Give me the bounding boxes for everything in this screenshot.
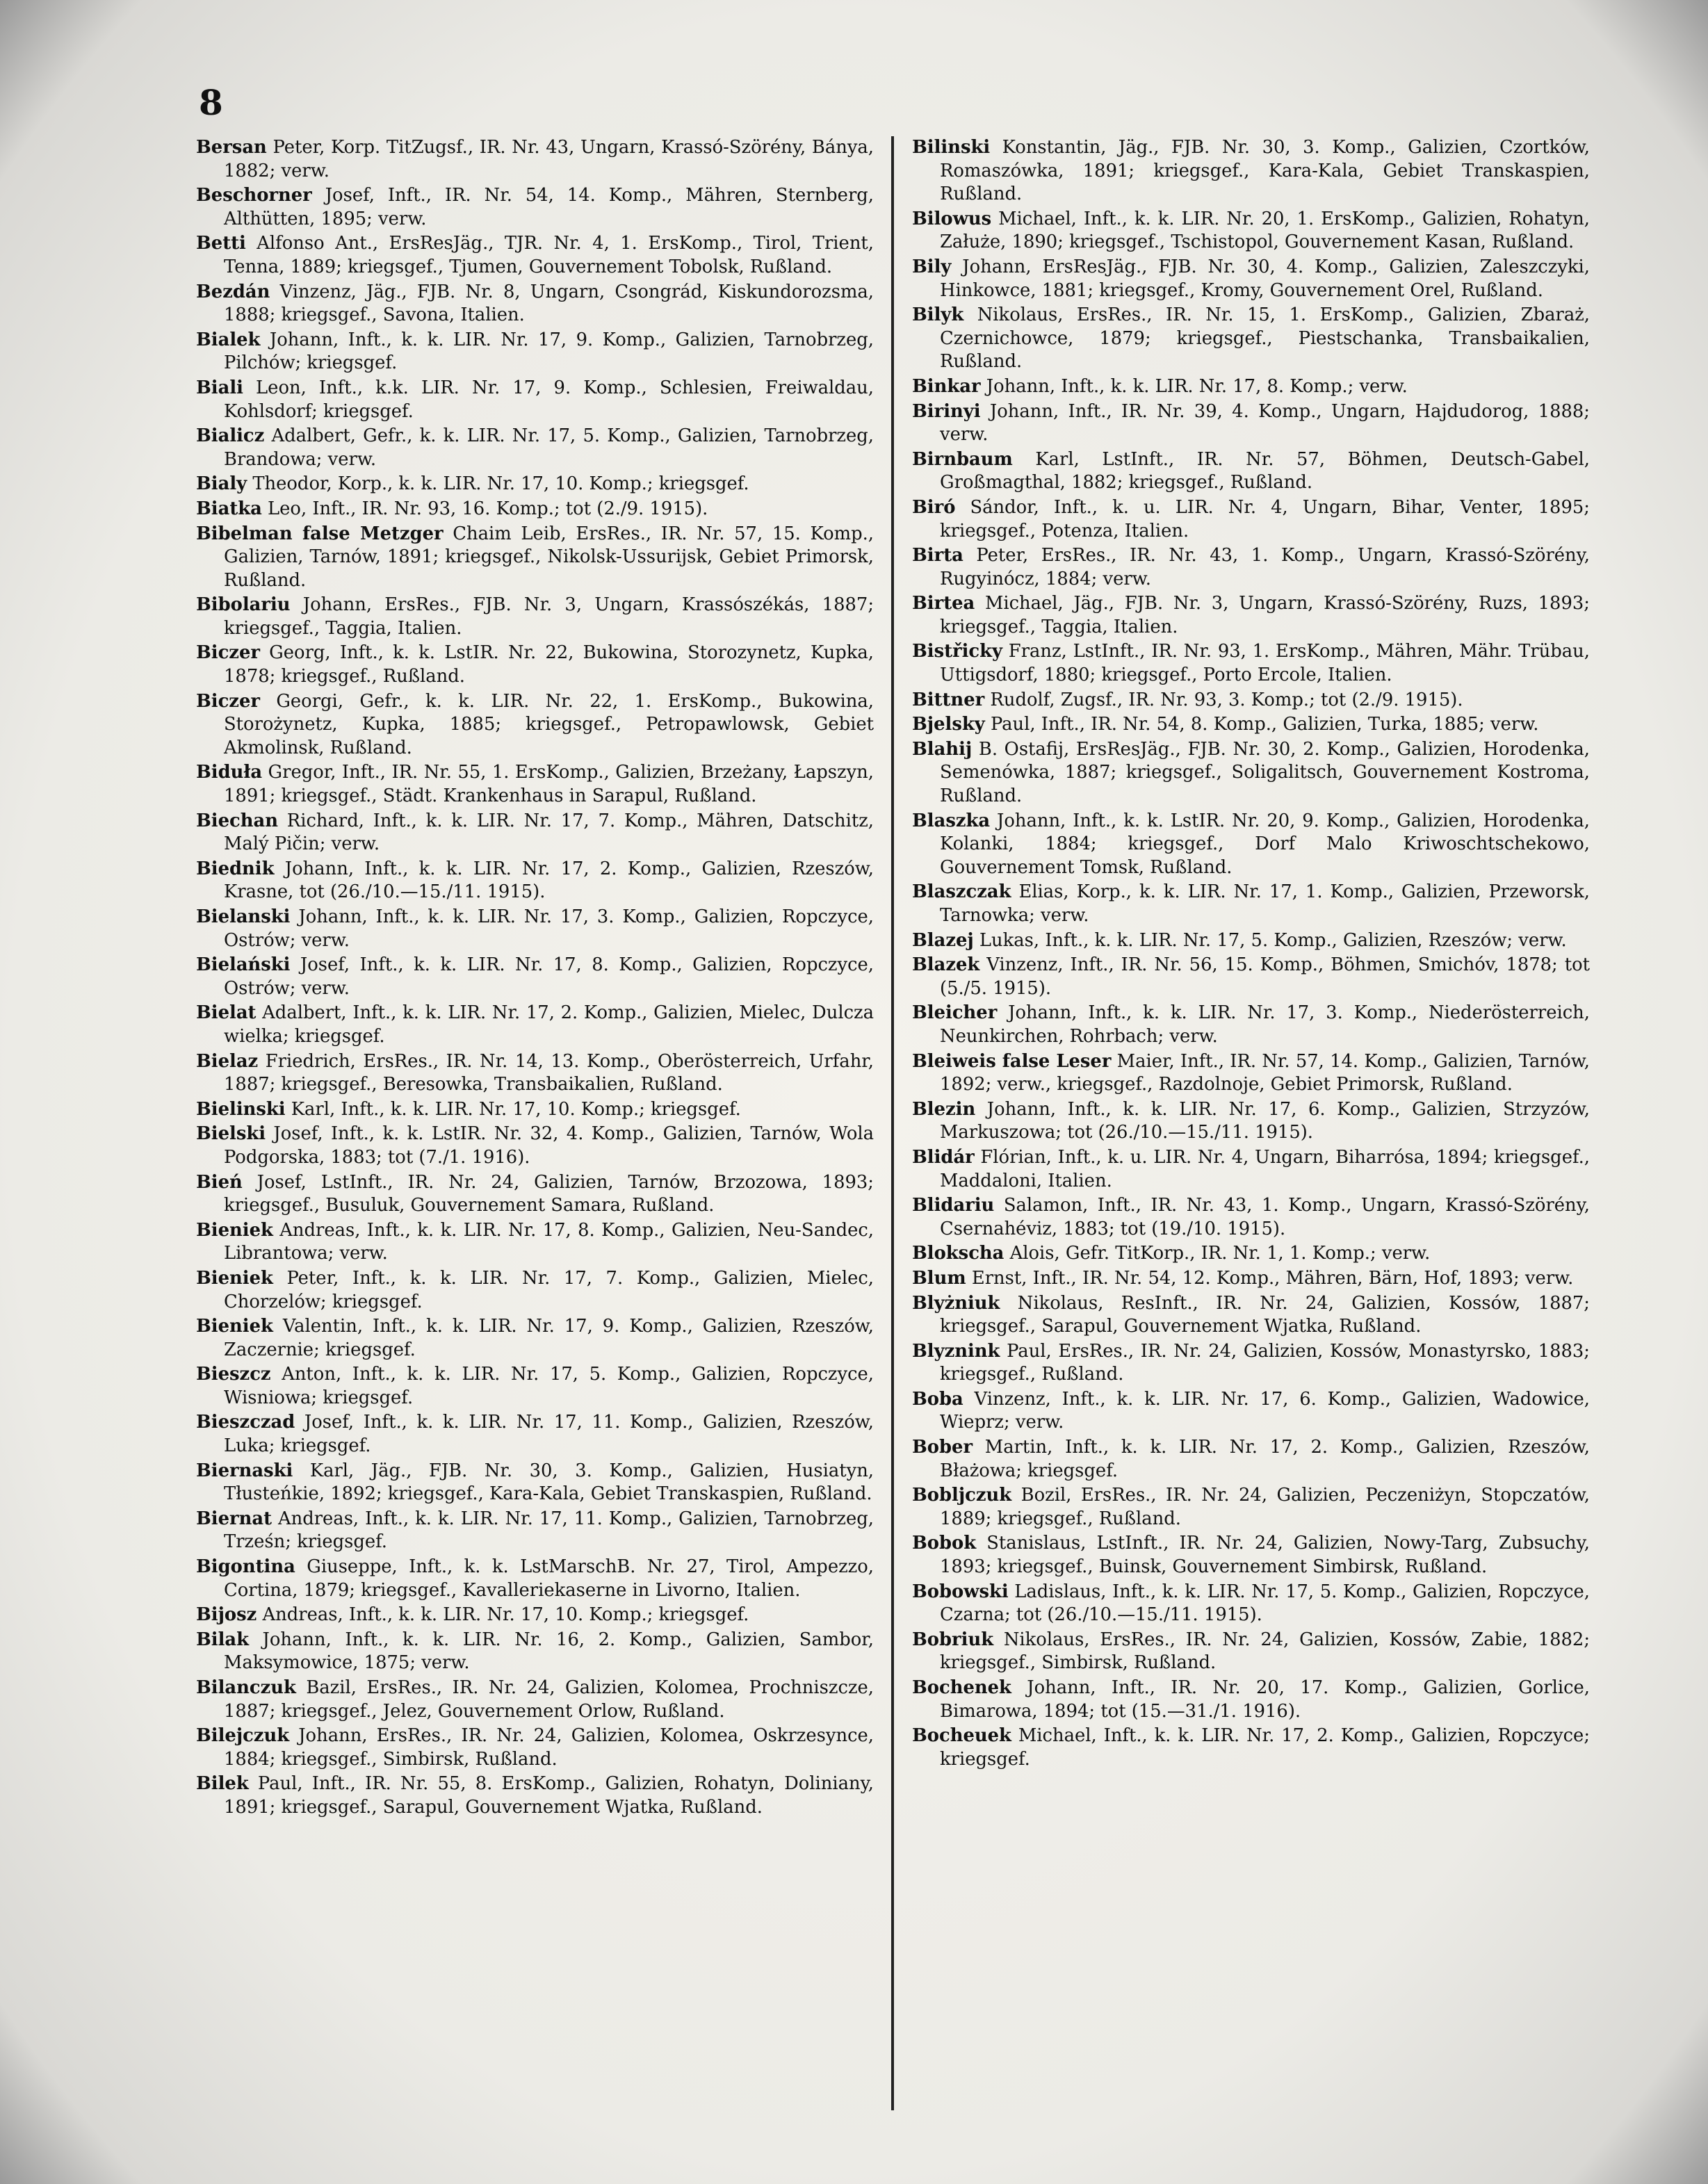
entry-details: Franz, LstInft., IR. Nr. 93, 1. ErsKomp., Mähren, Mähr. Trübau, Uttigsdorf, 1880; kriegsgef., Porto Ercole, Italien. (940, 641, 1590, 686)
entry-details: B. Ostafij, ErsResJäg., FJB. Nr. 30, 2. Komp., Galizien, Horodenka, Semenówka, 1887; kriegsgef., Soligalitsch, Gouvernement Kostroma, Rußland. (940, 738, 1591, 807)
entry-name: Blezin (912, 1098, 976, 1120)
entry-name: Bobriuk (912, 1629, 994, 1650)
entry-name: Blazej (912, 929, 974, 951)
entry-name: Bilejczuk (196, 1725, 290, 1747)
list-item (196, 1219, 874, 1266)
entry-name: Bleicher (912, 1002, 998, 1024)
list-item (196, 1677, 874, 1723)
entry-details: Johann, Inft., k. k. LIR. Nr. 17, 6. Komp., Galizien, Strzyzów, Markuszowa; tot (26./10.—15./11. 1915). (940, 1098, 1590, 1143)
left-column (196, 136, 874, 1821)
list-item (912, 1677, 1590, 1723)
list-item (912, 1002, 1590, 1048)
list-item (912, 375, 1590, 399)
list-item (912, 1292, 1590, 1339)
entry-name: Bielaz (196, 1050, 259, 1072)
list-item (196, 1123, 874, 1169)
entry-name: Bily (912, 256, 952, 277)
entry-name: Bialy (196, 473, 247, 495)
list-item (912, 256, 1590, 302)
entry-details: Bazil, ErsRes., IR. Nr. 24, Galizien, Kolomea, Prochniszcze, 1887; kriegsgef., Jelez, Gouvernement Orlow, Rußland. (224, 1677, 874, 1722)
entry-details: Karl, Inft., k. k. LIR. Nr. 17, 10. Komp.; kriegsgef. (291, 1098, 741, 1120)
list-item (196, 1460, 874, 1506)
entry-name: Biduła (196, 762, 263, 783)
list-item (196, 1315, 874, 1362)
list-item (196, 232, 874, 279)
list-item (196, 1267, 874, 1314)
entry-name: Bjelsky (912, 714, 985, 735)
entry-name: Bibolariu (196, 594, 291, 616)
entry-name: Birinyi (912, 400, 981, 422)
entry-details: Johann, ErsRes., FJB. Nr. 3, Ungarn, Krassószékás, 1887; kriegsgef., Taggia, Italien. (224, 594, 875, 639)
list-item (196, 377, 874, 423)
entry-details: Sándor, Inft., k. u. LIR. Nr. 4, Ungarn, Bihar, Venter, 1895; kriegsgef., Potenza, Italien. (940, 496, 1590, 541)
entry-details: Johann, Inft., k. k. LIR. Nr. 17, 2. Komp., Galizien, Rzeszów, Krasne, tot (26./10.—15./11. 1915). (224, 858, 874, 903)
list-item (912, 1436, 1590, 1483)
entry-details: Andreas, Inft., k. k. LIR. Nr. 17, 8. Komp., Galizien, Neu-Sandec, Librantowa; verw. (224, 1219, 874, 1264)
list-item (196, 498, 874, 521)
list-item (196, 761, 874, 808)
list-item (196, 329, 874, 375)
entry-name: Bilak (196, 1629, 249, 1650)
entry-details: Georg, Inft., k. k. LstIR. Nr. 22, Bukowina, Storozynetz, Kupka, 1878; kriegsgef., Rußland. (224, 642, 874, 687)
entry-details: Alfonso Ant., ErsResJäg., TJR. Nr. 4, 1. ErsKomp., Tirol, Trient, Tenna, 1889; kriegsgef., Tjumen, Gouvernement Tobolsk, Rußland. (224, 233, 875, 277)
list-item (196, 642, 874, 688)
entry-details: Paul, Inft., IR. Nr. 55, 8. ErsKomp., Galizien, Rohatyn, Doliniany, 1891; kriegsgef., Sarapul, Gouvernement Wjatka, Rußland. (224, 1773, 875, 1818)
entry-name: Blaszka (912, 810, 991, 831)
entry-details: Josef, Inft., k. k. LIR. Nr. 17, 11. Komp., Galizien, Rzeszów, Luka; kriegsgef. (224, 1412, 874, 1457)
entry-details: Vinzenz, Inft., IR. Nr. 56, 15. Komp., Böhmen, Smichóv, 1878; tot (5./5. 1915). (940, 954, 1590, 999)
entry-details: Konstantin, Jäg., FJB. Nr. 30, 3. Komp., Galizien, Czortków, Romaszówka, 1891; kriegsgef., Kara-Kala, Gebiet Transkaspien, Rußland. (940, 137, 1590, 205)
list-item (196, 858, 874, 904)
entry-name: Blidár (912, 1146, 975, 1168)
list-item (196, 1098, 874, 1122)
entry-details: Flórian, Inft., k. u. LIR. Nr. 4, Ungarn, Biharrósa, 1894; kriegsgef., Maddaloni, Italien. (940, 1146, 1590, 1191)
list-item (196, 281, 874, 327)
entry-name: Bobljczuk (912, 1485, 1012, 1506)
column-divider (891, 136, 894, 2110)
entry-details: Elias, Korp., k. k. LIR. Nr. 17, 1. Komp., Galizien, Przeworsk, Tarnowka; verw. (940, 881, 1591, 926)
entry-details: Stanislaus, LstInft., IR. Nr. 24, Galizien, Nowy-Targ, Zubsuchy, 1893; kriegsgef., Buinsk, Gouvernement Simbirsk, Rußland. (940, 1533, 1591, 1578)
entry-name: Bielinski (196, 1098, 286, 1120)
list-item (912, 208, 1590, 254)
entry-name: Bieszczad (196, 1412, 295, 1433)
entry-name: Bieniek (196, 1316, 273, 1337)
list-item (196, 1411, 874, 1458)
entry-details: Nikolaus, ErsRes., IR. Nr. 15, 1. ErsKomp., Galizien, Zbaraż, Czernichowce, 1879; kriegsgef., Piestschanka, Transbaikalien, Rußland. (940, 304, 1591, 373)
entry-name: Bieniek (196, 1219, 273, 1241)
entry-details: Johann, Inft., k. k. LIR. Nr. 17, 8. Komp.; verw. (986, 375, 1408, 397)
entry-details: Johann, Inft., k. k. LstIR. Nr. 20, 9. Komp., Galizien, Horodenka, Kolanki, 1884; kriegsgef., Dorf Malo Kriwoschtschekowo, Gouvernement Tomsk, Rußland. (940, 810, 1590, 878)
entry-name: Bigontina (196, 1556, 295, 1578)
list-item (912, 1340, 1590, 1387)
entry-name: Biatka (196, 498, 262, 519)
entry-name: Betti (196, 233, 246, 254)
entry-details: Nikolaus, ResInft., IR. Nr. 24, Galizien, Kossów, 1887; kriegsgef., Sarapul, Gouvernement Wjatka, Rußland. (940, 1292, 1591, 1337)
entry-name: Bieniek (196, 1267, 273, 1289)
list-item (196, 690, 874, 760)
list-item (912, 1725, 1590, 1771)
entry-details: Vinzenz, Inft., k. k. LIR. Nr. 17, 6. Komp., Galizien, Wadowice, Wieprz; verw. (940, 1388, 1591, 1433)
list-item (912, 304, 1590, 374)
list-item (912, 544, 1590, 591)
list-item (196, 1363, 874, 1410)
entry-details: Theodor, Korp., k. k. LIR. Nr. 17, 10. Komp.; kriegsgef. (252, 473, 749, 495)
entry-details: Nikolaus, ErsRes., IR. Nr. 24, Galizien, Kossów, Zabie, 1882; kriegsgef., Simbirsk, Rußland. (940, 1629, 1591, 1674)
entry-name: Blokscha (912, 1243, 1005, 1264)
list-item (196, 1604, 874, 1627)
entry-details: Johann, ErsRes., IR. Nr. 24, Galizien, Kolomea, Oskrzesynce, 1884; kriegsgef., Simbirsk, Rußland. (224, 1725, 874, 1770)
entry-details: Paul, ErsRes., IR. Nr. 24, Galizien, Kossów, Monastyrsko, 1883; kriegsgef., Rußland. (940, 1340, 1591, 1385)
entry-name: Bobok (912, 1533, 977, 1554)
entry-name: Blyznink (912, 1340, 1000, 1362)
entry-name: Blum (912, 1267, 966, 1289)
list-item (912, 738, 1590, 808)
entry-name: Bijosz (196, 1604, 257, 1626)
list-item (196, 184, 874, 231)
list-item (196, 1002, 874, 1048)
entry-name: Biernaski (196, 1460, 293, 1481)
list-item (912, 1050, 1590, 1097)
entry-details: Peter, Korp. TitZugsf., IR. Nr. 43, Ungarn, Krassó-Szörény, Bánya, 1882; verw. (224, 137, 874, 181)
entry-name: Blazek (912, 954, 980, 976)
entry-details: Bozil, ErsRes., IR. Nr. 24, Galizien, Peczeniżyn, Stopczatów, 1889; kriegsgef., Rußland. (940, 1485, 1590, 1529)
entry-details: Leon, Inft., k.k. LIR. Nr. 17, 9. Komp., Schlesien, Freiwaldau, Kohlsdorf; kriegsgef. (224, 377, 874, 422)
entry-details: Ladislaus, Inft., k. k. LIR. Nr. 17, 5. Komp., Galizien, Ropczyce, Czarna; tot (26./10.—15./11. 1915). (940, 1581, 1590, 1626)
entry-details: Chaim Leib, ErsRes., IR. Nr. 57, 15. Komp., Galizien, Tarnów, 1891; kriegsgef., Nikolsk-Ussurijsk, Gebiet Primorsk, Rußland. (224, 523, 874, 591)
entry-name: Biró (912, 496, 956, 518)
entry-details: Johann, Inft., k. k. LIR. Nr. 17, 3. Komp., Niederösterreich, Neunkirchen, Rohrbach; verw. (940, 1002, 1590, 1047)
entry-details: Peter, ErsRes., IR. Nr. 43, 1. Komp., Ungarn, Krassó-Szörény, Rugyinócz, 1884; verw. (940, 545, 1591, 589)
entry-details: Martin, Inft., k. k. LIR. Nr. 17, 2. Komp., Galizien, Rzeszów, Błażowa; kriegsgef. (940, 1437, 1591, 1481)
entry-details: Johann, Inft., k. k. LIR. Nr. 17, 3. Komp., Galizien, Ropczyce, Ostrów; verw. (224, 906, 875, 951)
entry-details: Friedrich, ErsRes., IR. Nr. 14, 13. Komp., Oberösterreich, Urfahr, 1887; kriegsgef., Beresowka, Transbaikalien, Rußland. (224, 1050, 875, 1095)
entry-details: Salamon, Inft., IR. Nr. 43, 1. Komp., Ungarn, Krassó-Szörény, Csernahéviz, 1883; tot (19./10. 1915). (940, 1195, 1591, 1239)
list-item (196, 1773, 874, 1819)
list-item (912, 1532, 1590, 1579)
entry-name: Bielanski (196, 906, 291, 927)
list-item (196, 594, 874, 640)
right-column (912, 136, 1590, 1773)
list-item (196, 1050, 874, 1097)
entry-details: Peter, Inft., k. k. LIR. Nr. 17, 7. Komp., Galizien, Mielec, Chorzelów; kriegsgef. (224, 1267, 874, 1312)
entry-name: Bobowski (912, 1581, 1009, 1602)
entry-name: Bistřicky (912, 641, 1003, 662)
entry-details: Johann, Inft., IR. Nr. 20, 17. Komp., Galizien, Gorlice, Bimarowa, 1894; tot (15.—31./1. 1916). (940, 1677, 1591, 1722)
entry-name: Blaszczak (912, 881, 1011, 903)
entry-details: Josef, LstInft., IR. Nr. 24, Galizien, Tarnów, Brzozowa, 1893; kriegsgef., Busuluk, Gouvernement Samara, Rußland. (224, 1171, 875, 1216)
entry-details: Adalbert, Inft., k. k. LIR. Nr. 17, 2. Komp., Galizien, Mielec, Dulcza wielka; kriegsgef. (224, 1002, 875, 1047)
entry-name: Bilowus (912, 208, 992, 229)
entry-name: Bersan (196, 137, 267, 158)
entry-name: Bittner (912, 689, 985, 710)
list-item (912, 929, 1590, 953)
entry-name: Bielański (196, 954, 291, 976)
entry-details: Michael, Inft., k. k. LIR. Nr. 20, 1. ErsKomp., Galizien, Rohatyn, Załuże, 1890; kriegsgef., Tschistopol, Gouvernement Kasan, Rußland. (940, 208, 1590, 253)
list-item (196, 473, 874, 496)
entry-details: Valentin, Inft., k. k. LIR. Nr. 17, 9. Komp., Galizien, Rzeszów, Zaczernie; kriegsgef. (224, 1316, 874, 1360)
list-item (912, 810, 1590, 880)
entry-name: Birtea (912, 593, 975, 614)
entry-name: Bilyk (912, 304, 964, 326)
list-item (196, 425, 874, 471)
entry-details: Johann, Inft., k. k. LIR. Nr. 16, 2. Komp., Galizien, Sambor, Maksymowice, 1875; verw. (224, 1629, 874, 1674)
entry-name: Bień (196, 1171, 243, 1193)
entry-details: Michael, Jäg., FJB. Nr. 3, Ungarn, Krassó-Szörény, Ruzs, 1893; kriegsgef., Taggia, Italien. (940, 593, 1590, 637)
entry-name: Binkar (912, 375, 981, 397)
entry-details: Johann, ErsResJäg., FJB. Nr. 30, 4. Komp., Galizien, Zaleszczyki, Hinkowce, 1881; kriegsgef., Kromy, Gouvernement Orel, Rußland. (940, 256, 1590, 301)
list-item (912, 1242, 1590, 1266)
entry-name: Bielat (196, 1002, 257, 1024)
entry-details: Paul, Inft., IR. Nr. 54, 8. Komp., Galizien, Turka, 1885; verw. (990, 714, 1539, 735)
entry-name: Bieszcz (196, 1364, 271, 1385)
entry-name: Boba (912, 1388, 963, 1410)
list-item (196, 954, 874, 1000)
list-item (912, 1484, 1590, 1531)
list-item (912, 713, 1590, 737)
entry-details: Andreas, Inft., k. k. LIR. Nr. 17, 11. Komp., Galizien, Tarnobrzeg, Trześn; kriegsgef. (224, 1508, 874, 1553)
list-item (912, 1194, 1590, 1241)
entry-name: Bober (912, 1437, 973, 1458)
entry-details: Maier, Inft., IR. Nr. 57, 14. Komp., Galizien, Tarnów, 1892; verw., kriegsgef., Razdolnoje, Gebiet Primorsk, Rußland. (940, 1050, 1590, 1095)
entry-details: Karl, LstInft., IR. Nr. 57, Böhmen, Deutsch-Gabel, Großmagthal, 1882; kriegsgef., Rußland. (940, 448, 1590, 494)
list-item (912, 1629, 1590, 1675)
entry-name: Blidariu (912, 1195, 995, 1216)
entry-name: Biczer (196, 642, 260, 664)
entry-name: Biczer (196, 690, 260, 712)
list-item (912, 689, 1590, 712)
entry-details: Ernst, Inft., IR. Nr. 54, 12. Komp., Mähren, Bärn, Hof, 1893; verw. (971, 1267, 1574, 1289)
list-item (912, 496, 1590, 543)
entry-name: Bezdán (196, 281, 270, 302)
list-item (196, 1171, 874, 1218)
entry-details: Andreas, Inft., k. k. LIR. Nr. 17, 10. Komp.; kriegsgef. (262, 1604, 749, 1626)
entry-name: Bibelman false Metzger (196, 523, 444, 544)
entry-name: Bochenek (912, 1677, 1011, 1698)
entry-name: Bialicz (196, 425, 265, 447)
list-item (912, 1388, 1590, 1435)
list-item (912, 592, 1590, 639)
list-item (196, 523, 874, 593)
entry-name: Bilek (196, 1773, 249, 1795)
entry-details: Michael, Inft., k. k. LIR. Nr. 17, 2. Komp., Galizien, Ropczyce; kriegsgef. (940, 1725, 1591, 1770)
entry-details: Vinzenz, Jäg., FJB. Nr. 8, Ungarn, Csongrád, Kiskundorozsma, 1888; kriegsgef., Savona, Italien. (224, 281, 874, 326)
list-item (912, 1267, 1590, 1291)
entry-name: Birta (912, 545, 963, 567)
entry-details: Leo, Inft., IR. Nr. 93, 16. Komp.; tot (2./9. 1915). (268, 498, 708, 519)
list-item (912, 136, 1590, 206)
list-item (196, 1508, 874, 1554)
entry-name: Bleiweis false Leser (912, 1050, 1112, 1072)
list-item (196, 810, 874, 856)
entry-details: Josef, Inft., k. k. LstIR. Nr. 32, 4. Komp., Galizien, Tarnów, Wola Podgorska, 1883; tot (7./1. 1916). (224, 1123, 875, 1168)
list-item (912, 954, 1590, 1000)
entry-details: Josef, Inft., IR. Nr. 54, 14. Komp., Mähren, Sternberg, Althütten, 1895; verw. (224, 185, 874, 229)
entry-name: Bocheuek (912, 1725, 1011, 1747)
list-item (912, 1098, 1590, 1145)
page-number: 8 (199, 82, 223, 123)
entry-details: Karl, Jäg., FJB. Nr. 30, 3. Komp., Galizien, Husiatyn, Tłusteńkie, 1892; kriegsgef., Kara-Kala, Gebiet Transkaspien, Rußland. (224, 1460, 875, 1505)
list-item (196, 906, 874, 952)
entry-details: Lukas, Inft., k. k. LIR. Nr. 17, 5. Komp., Galizien, Rzeszów; verw. (979, 929, 1567, 951)
entry-details: Anton, Inft., k. k. LIR. Nr. 17, 5. Komp., Galizien, Ropczyce, Wisniowa; kriegsgef. (224, 1364, 875, 1408)
list-item (912, 640, 1590, 687)
entry-name: Blyżniuk (912, 1292, 1000, 1314)
entry-details: Alois, Gefr. TitKorp., IR. Nr. 1, 1. Komp.; verw. (1009, 1243, 1431, 1264)
entry-name: Beschorner (196, 185, 312, 206)
list-item (196, 1556, 874, 1602)
entry-name: Bilinski (912, 137, 991, 158)
list-item (912, 400, 1590, 447)
entry-name: Birnbaum (912, 448, 1013, 470)
entry-details: Gregor, Inft., IR. Nr. 55, 1. ErsKomp., Galizien, Brzeżany, Łapszyn, 1891; kriegsgef., Städt. Krankenhaus in Sarapul, Rußland. (224, 762, 874, 807)
list-item (912, 1581, 1590, 1627)
entry-details: Johann, Inft., k. k. LIR. Nr. 17, 9. Komp., Galizien, Tarnobrzeg, Pilchów; kriegsgef. (224, 329, 874, 374)
entry-details: Georgi, Gefr., k. k. LIR. Nr. 22, 1. ErsKomp., Bukowina, Storożynetz, Kupka, 1885; kriegsgef., Petropawlowsk, Gebiet Akmolinsk, Rußland. (224, 690, 875, 758)
list-item (196, 1725, 874, 1771)
entry-name: Biechan (196, 810, 278, 831)
entry-name: Bielski (196, 1123, 266, 1145)
entry-name: Bialek (196, 329, 261, 350)
list-item (912, 1146, 1590, 1193)
entry-name: Biali (196, 377, 243, 398)
entry-details: Adalbert, Gefr., k. k. LIR. Nr. 17, 5. Komp., Galizien, Tarnobrzeg, Brandowa; verw. (224, 425, 874, 470)
entry-name: Biernat (196, 1508, 272, 1529)
list-item (912, 448, 1590, 495)
entry-name: Blahij (912, 738, 973, 760)
entry-details: Richard, Inft., k. k. LIR. Nr. 17, 7. Komp., Mähren, Datschitz, Malý Pičin; verw. (224, 810, 875, 855)
entry-details: Giuseppe, Inft., k. k. LstMarschB. Nr. 27, Tirol, Ampezzo, Cortina, 1879; kriegsgef., Kavalleriekaserne in Livorno, Italien. (224, 1556, 874, 1601)
list-item (912, 881, 1590, 927)
entry-details: Rudolf, Zugsf., IR. Nr. 93, 3. Komp.; tot (2./9. 1915). (990, 689, 1463, 710)
entry-name: Biednik (196, 858, 275, 879)
entry-name: Bilanczuk (196, 1677, 296, 1698)
entry-details: Johann, Inft., IR. Nr. 39, 4. Komp., Ungarn, Hajdudorog, 1888; verw. (940, 400, 1590, 446)
list-item (196, 136, 874, 183)
entry-details: Josef, Inft., k. k. LIR. Nr. 17, 8. Komp., Galizien, Ropczyce, Ostrów; verw. (224, 954, 874, 999)
list-item (196, 1629, 874, 1675)
